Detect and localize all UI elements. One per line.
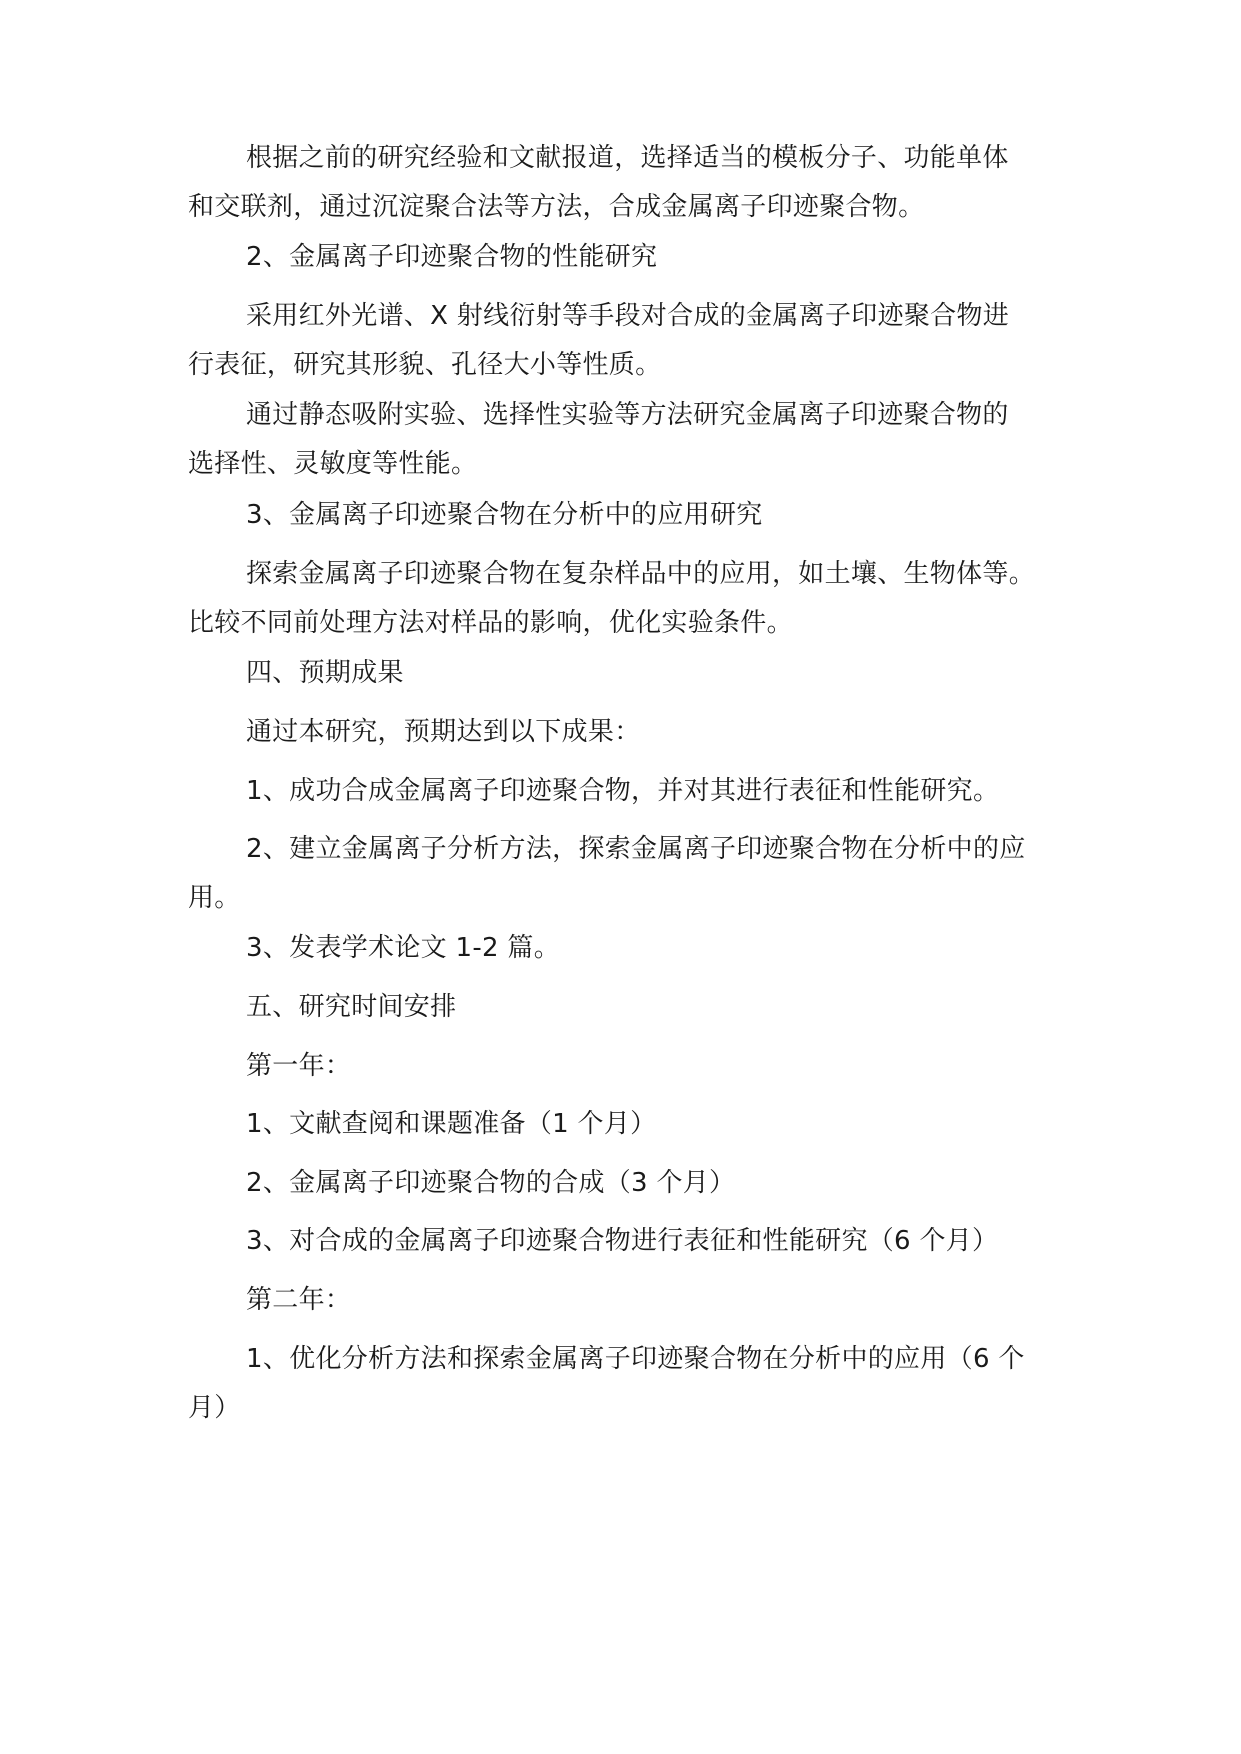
- text-line: 3、发表学术论文 1-2 篇。: [246, 933, 561, 963]
- text-line: 行表征，研究其形貌、孔径大小等性质。: [188, 350, 662, 380]
- heading-performance-study: [188, 233, 1068, 282]
- text-line: 1、文献查阅和课题准备（1 个月）: [246, 1109, 657, 1139]
- text-line: 2、建立金属离子分析方法，探索金属离子印迹聚合物在分析中的应: [246, 834, 1026, 864]
- list-item-result-1: [188, 767, 1068, 816]
- text-line: 1、优化分析方法和探索金属离子印迹聚合物在分析中的应用（6 个: [246, 1344, 1025, 1374]
- list-item-year1-task-2: [188, 1159, 1068, 1208]
- text-line: 和交联剂，通过沉淀聚合法等方法，合成金属离子印迹聚合物。: [188, 192, 925, 222]
- text-line: 2、金属离子印迹聚合物的合成（3 个月）: [246, 1168, 736, 1198]
- text-line: 四、预期成果: [246, 658, 404, 688]
- paragraph-results-intro: [188, 708, 1068, 757]
- heading-expected-results: [188, 649, 1068, 698]
- text-line: 第二年：: [246, 1285, 352, 1315]
- text-line: 采用红外光谱、X 射线衍射等手段对合成的金属离子印迹聚合物进: [246, 301, 1010, 331]
- text-line: 3、金属离子印迹聚合物在分析中的应用研究: [246, 500, 763, 530]
- text-line: 通过本研究，预期达到以下成果：: [246, 717, 641, 747]
- text-line: 第一年：: [246, 1051, 352, 1081]
- heading-schedule: [188, 983, 1068, 1032]
- text-line: 通过静态吸附实验、选择性实验等方法研究金属离子印迹聚合物的: [246, 400, 1009, 430]
- paragraph-adsorption-experiments: [188, 391, 1068, 489]
- paragraph-characterization: [188, 292, 1068, 390]
- text-line: 根据之前的研究经验和文献报道，选择适当的模板分子、功能单体: [246, 143, 1009, 173]
- text-line: 比较不同前处理方法对样品的影响，优化实验条件。: [188, 608, 793, 638]
- list-item-year1-task-1: [188, 1100, 1068, 1149]
- text-line: 选择性、灵敏度等性能。: [188, 449, 478, 479]
- list-item-result-3: [188, 924, 1068, 973]
- text-line: 探索金属离子印迹聚合物在复杂样品中的应用，如土壤、生物体等。: [246, 559, 1036, 589]
- text-line: 五、研究时间安排: [246, 992, 457, 1022]
- list-item-result-2: [188, 825, 1068, 923]
- paragraph-complex-samples: [188, 550, 1068, 648]
- heading-application-study: [188, 491, 1068, 540]
- heading-year-one: [188, 1042, 1068, 1091]
- text-line: 2、金属离子印迹聚合物的性能研究: [246, 242, 658, 272]
- text-line: 用。: [188, 883, 241, 913]
- list-item-year1-task-3: [188, 1217, 1068, 1266]
- text-line: 月）: [188, 1393, 241, 1423]
- list-item-year2-task-1: [188, 1335, 1068, 1433]
- heading-year-two: [188, 1276, 1068, 1325]
- text-line: 1、成功合成金属离子印迹聚合物，并对其进行表征和性能研究。: [246, 776, 1000, 806]
- text-line: 3、对合成的金属离子印迹聚合物进行表征和性能研究（6 个月）: [246, 1226, 999, 1256]
- paragraph-method-synthesis: [188, 134, 1068, 232]
